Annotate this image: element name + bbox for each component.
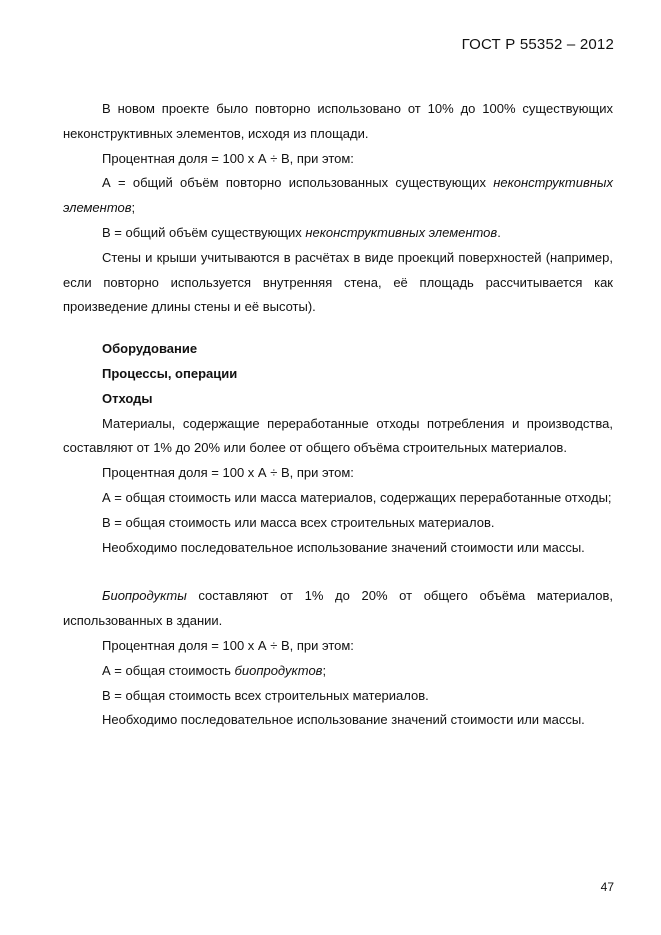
text-span: составляют от 1% до 20% от общего объёма материалов, использованных в здании. [63, 588, 613, 629]
text-span: А = общая стоимость [102, 662, 235, 678]
heading-equipment: Оборудование [102, 341, 198, 357]
paragraph-recycled-materials: Материалы, содержащие переработанные отходы потребления и производства, составляют от 1% до 20% или более от общего объёма строительных материалов. [63, 415, 613, 456]
paragraph-formula: Процентная доля = 100 х А ÷ В, при этом: [102, 150, 354, 166]
heading-processes: Процессы, операции [102, 365, 238, 381]
paragraph-formula: Процентная доля = 100 х А ÷ В, при этом: [102, 637, 354, 653]
italic-term: неконструктивных элементов [305, 224, 498, 240]
document-body [63, 97, 613, 733]
paragraph-definition-b: В = общая стоимость всех строительных материалов. [102, 687, 429, 703]
page-number: 47 [600, 880, 614, 894]
paragraph-definition-b: В = общая стоимость или масса всех строительных материалов. [102, 514, 495, 530]
text-span: В = общий объём существующих [102, 224, 306, 240]
paragraph-definition-a [63, 171, 613, 221]
spacer [63, 320, 613, 337]
text-span: ; [131, 200, 136, 216]
italic-term: неконструктивных элементов [63, 175, 613, 216]
paragraph-definition-a: А = общая стоимость или масса материалов, содержащих переработанные отходы; [102, 489, 612, 505]
paragraph-bioproducts [63, 584, 613, 634]
text-span: А = общий объём повторно использованных существующих [102, 175, 494, 191]
paragraph-walls-roofs: Стены и крыши учитываются в расчётах в виде проекций поверхностей (например, если повторно используется внутренняя стена, её площадь рассчитывается как произведение длины стены и её высоты). [63, 249, 613, 315]
paragraph-consistency-note: Необходимо последовательное использование значений стоимости или массы. [102, 712, 585, 728]
heading-waste: Отходы [102, 390, 153, 406]
paragraph-definition-b [63, 221, 613, 246]
paragraph-definition-a [63, 659, 613, 684]
text-span: . [497, 224, 501, 240]
spacer [63, 560, 613, 584]
paragraph-consistency-note: Необходимо последовательное использование значений стоимости или массы. [102, 539, 585, 555]
document-header: ГОСТ Р 55352 – 2012 [461, 36, 614, 53]
italic-term: Биопродукты [102, 588, 187, 604]
text-span: ; [322, 662, 327, 678]
paragraph-formula: Процентная доля = 100 х А ÷ В, при этом: [102, 465, 354, 481]
paragraph-reuse-intro: В новом проекте было повторно использовано от 10% до 100% существующих неконструктивных элементов, исходя из площади. [63, 101, 613, 141]
italic-term: биопродуктов [234, 662, 323, 678]
